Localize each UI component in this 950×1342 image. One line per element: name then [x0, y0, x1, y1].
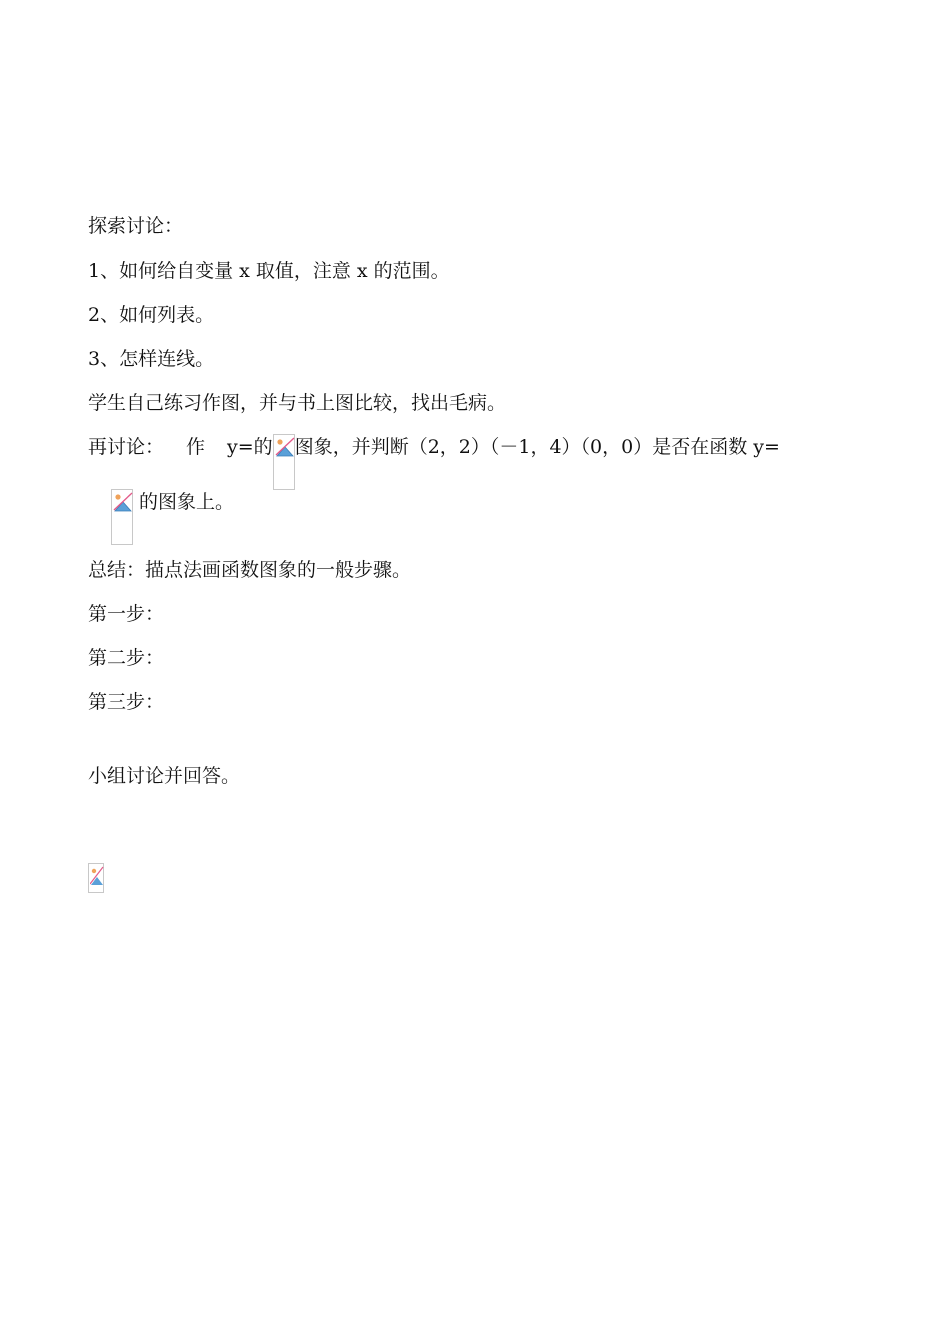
rediscuss-line: [88, 434, 780, 490]
graph-on-text: 的图象上。: [139, 491, 235, 513]
question-2: 2、如何列表。: [88, 304, 215, 326]
question-1: 1、如何给自变量 x 取值，注意 x 的范围。: [88, 260, 450, 282]
step-1: 第一步：: [88, 603, 165, 625]
group-discussion: 小组讨论并回答。: [88, 765, 241, 787]
graph-line: [111, 489, 234, 545]
question-3: 3、怎样连线。: [88, 348, 215, 370]
summary-text: 总结：描点法画函数图象的一般步骤。: [88, 559, 412, 581]
student-practice-text: 学生自己练习作图，并与书上图比较，找出毛病。: [88, 392, 507, 414]
step-3: 第三步：: [88, 691, 165, 713]
rediscuss-rest: 图象，并判断（2，2）（－1，4）（0，0）是否在函数 y=: [294, 436, 780, 458]
formula-image-2: [111, 489, 133, 545]
formula-image-1: [273, 434, 295, 490]
rediscuss-label: 再讨论：: [88, 436, 165, 458]
rediscuss-do: 作: [186, 436, 206, 458]
formula-image-3: [88, 863, 104, 893]
rediscuss-y-equals: y=的: [227, 436, 273, 458]
broken-image-icon: [90, 865, 104, 887]
step-2: 第二步：: [88, 647, 165, 669]
trailing-image: [88, 863, 104, 893]
broken-image-icon: [113, 491, 133, 513]
heading-explore-discussion: 探索讨论：: [88, 215, 184, 237]
broken-image-icon: [275, 436, 295, 458]
